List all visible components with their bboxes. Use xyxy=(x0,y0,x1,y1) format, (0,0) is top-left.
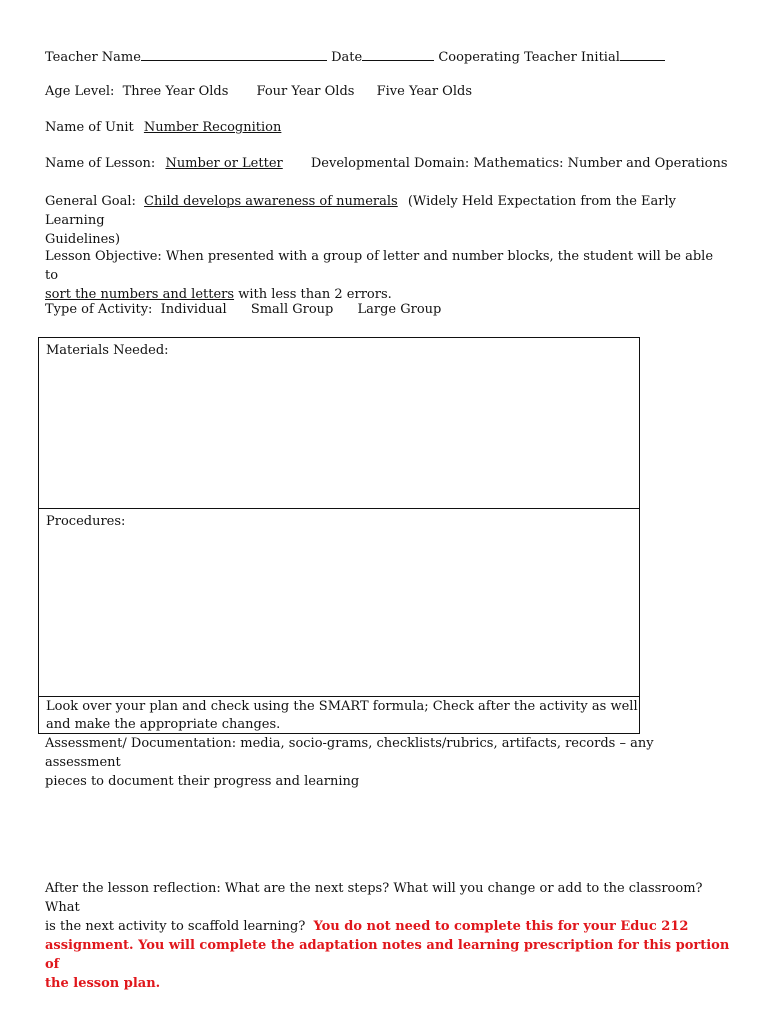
activity-type-label: Type of Activity: xyxy=(45,302,153,317)
header-line xyxy=(45,47,665,67)
assessment xyxy=(45,734,725,791)
age-option-three[interactable]: Three Year Olds xyxy=(122,84,229,99)
date-label: Date xyxy=(331,50,363,65)
unit-label: Name of Unit xyxy=(45,120,134,135)
reflection-question: is the next activity to scaffold learning? xyxy=(45,919,306,934)
date-field[interactable] xyxy=(362,47,434,61)
activity-type-line xyxy=(45,301,441,319)
reflection-instruction-end: the lesson plan. xyxy=(45,976,161,991)
objective-rest: with less than 2 errors. xyxy=(234,287,392,302)
activity-option-small-group[interactable]: Small Group xyxy=(250,302,334,317)
age-level-line xyxy=(45,83,472,101)
unit-line xyxy=(45,119,281,137)
materials-label: Materials Needed: xyxy=(46,343,169,358)
lesson-value: Number or Letter xyxy=(165,156,283,171)
procedures-box[interactable] xyxy=(38,508,640,697)
coop-teacher-label: Cooperating Teacher Initial xyxy=(438,50,620,65)
lesson-objective xyxy=(45,247,725,304)
assessment-text-continued: pieces to document their progress and learning xyxy=(45,774,360,789)
coop-teacher-field[interactable] xyxy=(620,47,665,61)
teacher-name-field[interactable] xyxy=(141,47,327,61)
lesson-line xyxy=(45,155,728,173)
reflection-instruction: You do not need to complete this for your Educ 212 xyxy=(313,919,689,934)
reflection xyxy=(45,879,735,993)
reflection-instruction-continued: assignment. You will complete the adaptation notes and learning prescription for this portion of xyxy=(45,938,730,972)
goal-note-continued: Guidelines) xyxy=(45,232,121,247)
procedures-label: Procedures: xyxy=(46,514,126,529)
materials-box[interactable] xyxy=(38,337,640,509)
reflection-text: After the lesson reflection: What are the next steps? What will you change or add to the classroom? What xyxy=(45,881,703,915)
developmental-domain: Developmental Domain: Mathematics: Number and Operations xyxy=(310,156,728,171)
age-option-five[interactable]: Five Year Olds xyxy=(376,84,472,99)
goal-note: (Widely Held Expectation from the Early Learning xyxy=(45,194,677,228)
age-option-four[interactable]: Four Year Olds xyxy=(256,84,355,99)
lesson-label: Name of Lesson: xyxy=(45,156,156,171)
activity-option-individual[interactable]: Individual xyxy=(160,302,227,317)
general-goal xyxy=(45,192,725,249)
unit-value: Number Recognition xyxy=(143,120,282,135)
smart-text: Look over your plan and check using the SMART formula; Check after the activity as well xyxy=(46,699,638,714)
assessment-text: Assessment/ Documentation: media, socio-grams, checklists/rubrics, artifacts, records – any assessment xyxy=(45,736,654,770)
objective-text: Lesson Objective: When presented with a group of letter and number blocks, the student will be able to xyxy=(45,249,714,283)
smart-text-continued: and make the appropriate changes. xyxy=(46,717,281,732)
goal-value: Child develops awareness of numerals xyxy=(144,194,398,209)
smart-box xyxy=(38,696,640,734)
teacher-name-label: Teacher Name xyxy=(45,50,141,65)
objective-underlined: sort the numbers and letters xyxy=(45,287,235,302)
age-level-label: Age Level: xyxy=(45,84,115,99)
goal-label: General Goal: xyxy=(45,194,136,209)
activity-option-large-group[interactable]: Large Group xyxy=(357,302,442,317)
